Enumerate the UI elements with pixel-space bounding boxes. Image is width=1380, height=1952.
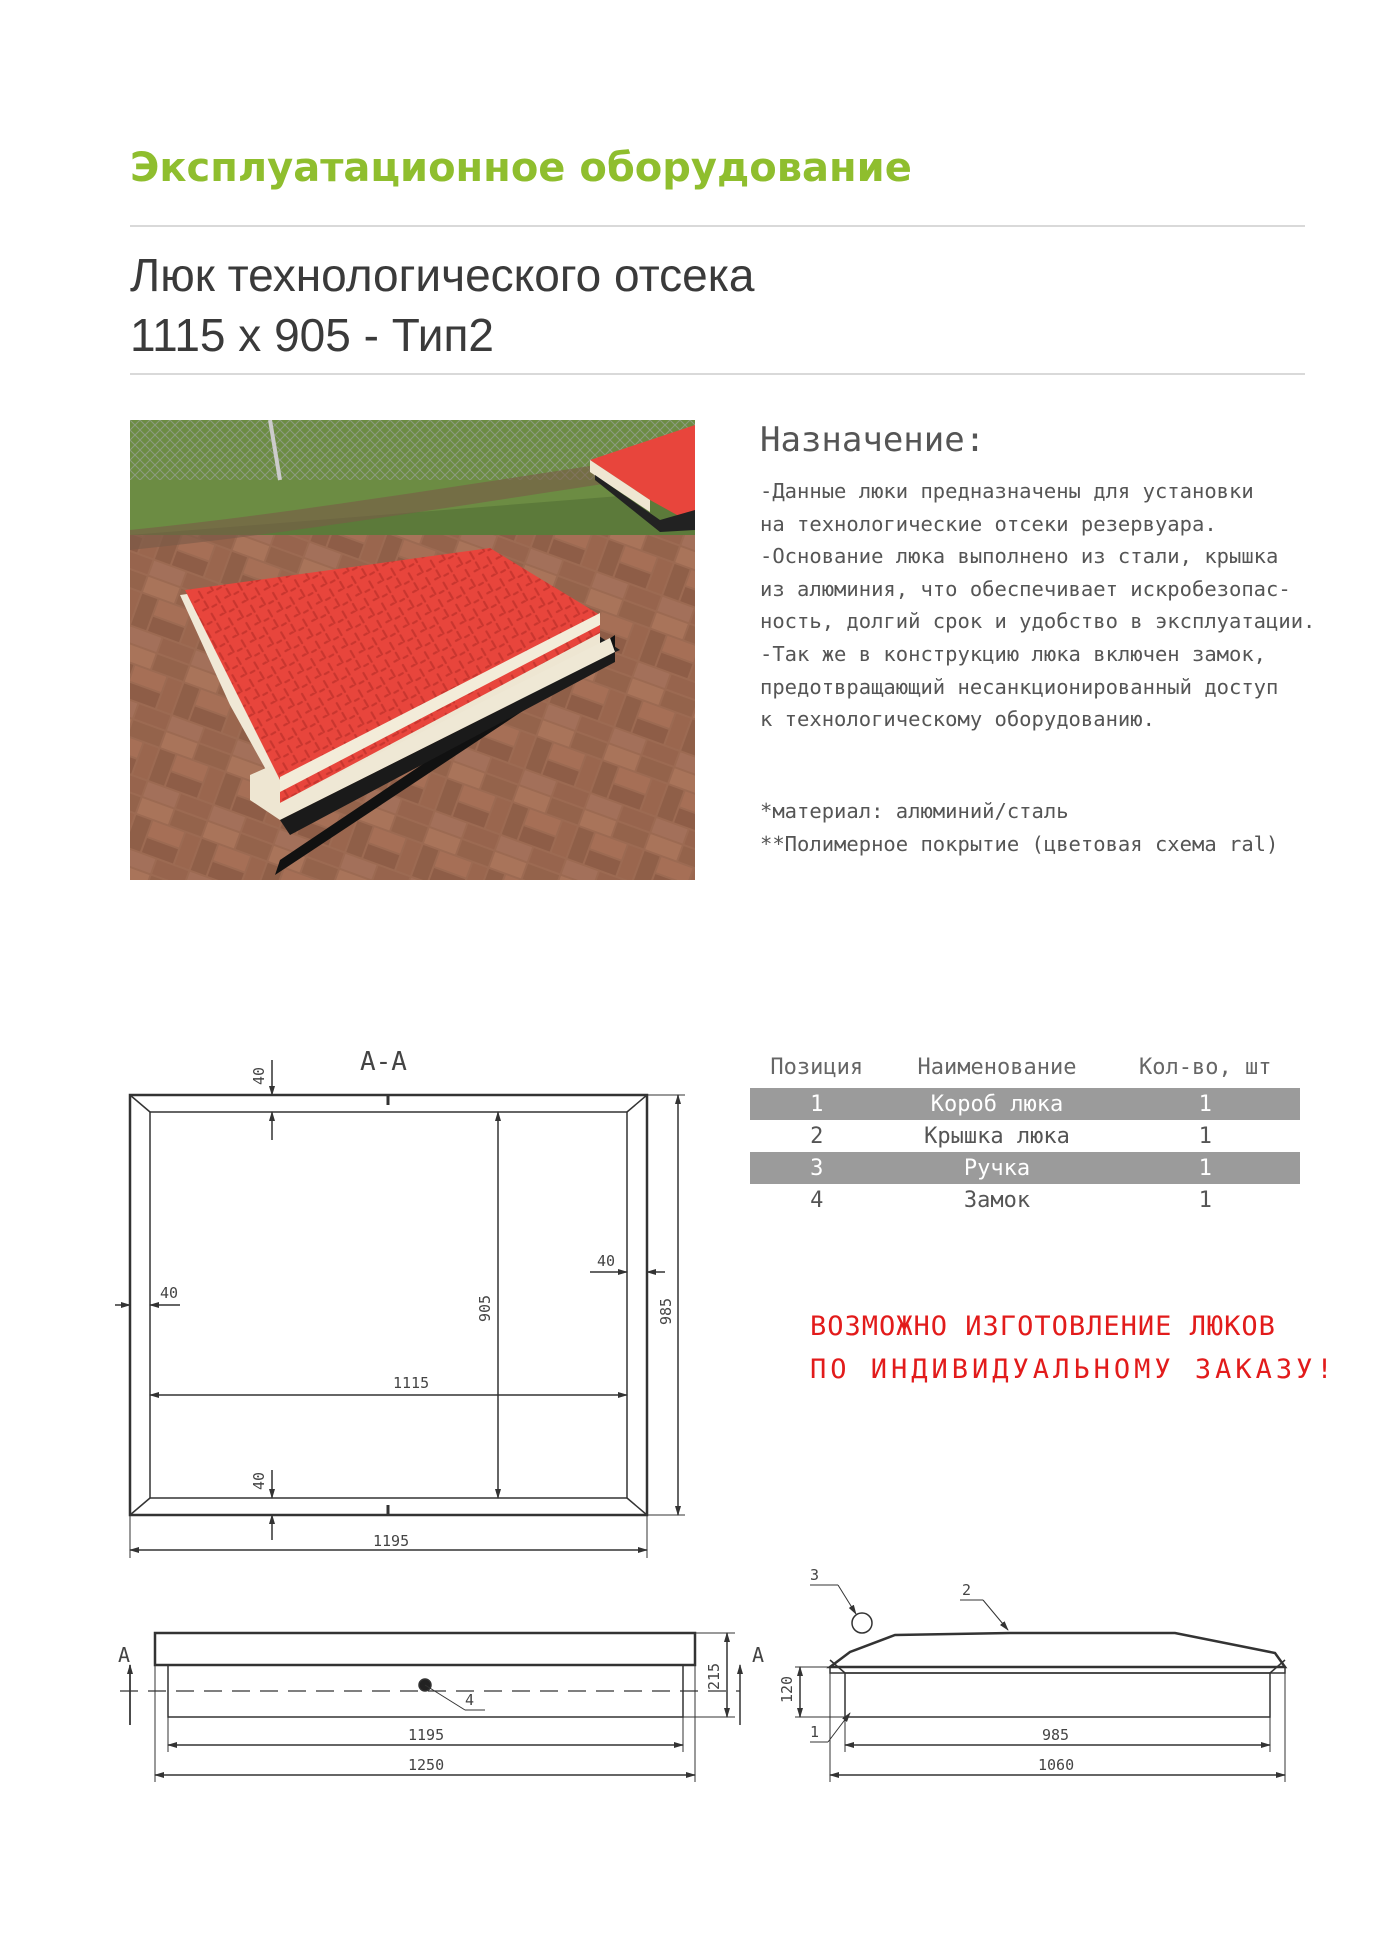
cell-position: 1 — [750, 1088, 884, 1120]
side-view — [795, 1585, 1285, 1782]
cell-quantity: 1 — [1198, 1123, 1212, 1149]
material-note: *материал: алюминий/сталь — [760, 799, 1069, 823]
cell-name: Крышка люка — [924, 1123, 1070, 1149]
purpose-line: из алюминия, что обеспечивает искробезопас- — [760, 576, 1291, 601]
dim-side-height: 120 — [778, 1675, 796, 1703]
cell-position: 3 — [750, 1152, 884, 1184]
section-title: Эксплуатационное оборудование — [130, 145, 912, 191]
purpose-line: -Так же в конструкцию люка включен замок, — [760, 641, 1267, 666]
product-title-line1: Люк технологического отсека — [130, 249, 755, 301]
custom-order-line1: ВОЗМОЖНО ИЗГОТОВЛЕНИЕ ЛЮКОВ — [810, 1311, 1276, 1342]
product-title-line2: 1115 x 905 - Тип2 — [130, 309, 494, 361]
dim-front-height: 215 — [705, 1662, 723, 1690]
dim-side-outer-width: 1060 — [1038, 1756, 1075, 1774]
dim-front-outer-width: 1250 — [408, 1756, 445, 1774]
callout-box: 1 — [810, 1723, 820, 1741]
callout-lock: 4 — [465, 1691, 475, 1709]
dim-right-margin: 40 — [597, 1252, 616, 1270]
section-label: A-A — [360, 1047, 407, 1077]
header-quantity: Кол-во, шт — [1138, 1054, 1272, 1080]
dim-inner-width: 1115 — [393, 1374, 430, 1392]
dim-front-inner-width: 1195 — [408, 1726, 445, 1744]
purpose-line: -Основание люка выполнено из стали, крышка — [760, 544, 1279, 569]
purpose-line: к технологическому оборудованию. — [760, 707, 1155, 732]
dim-top-margin: 40 — [250, 1066, 268, 1085]
header-position: Позиция — [770, 1054, 864, 1080]
cell-quantity: 1 — [1198, 1187, 1212, 1213]
cell-name: Замок — [963, 1187, 1031, 1213]
plan-view — [115, 1060, 685, 1558]
cut-label-left: A — [118, 1643, 131, 1667]
dim-outer-width: 1195 — [373, 1532, 410, 1550]
cell-name: Ручка — [884, 1152, 1111, 1184]
purpose-line: на технологические отсеки резервуара. — [760, 511, 1217, 536]
dim-left-margin: 40 — [160, 1284, 179, 1302]
cell-position: 4 — [810, 1187, 824, 1213]
header-name: Наименование — [917, 1054, 1077, 1080]
cell-quantity: 1 — [1110, 1088, 1300, 1120]
purpose-line: предотвращающий несанкционированный доступ — [760, 674, 1279, 699]
custom-order-line2: ПО ИНДИВИДУАЛЬНОМУ ЗАКАЗУ! — [810, 1354, 1337, 1385]
coating-note: **Полимерное покрытие (цветовая схема ral) — [760, 832, 1279, 856]
callout-lid: 2 — [962, 1581, 972, 1599]
purpose-title: Назначение: — [760, 420, 986, 460]
dim-side-inner-width: 985 — [1042, 1726, 1070, 1744]
cell-name: Короб люка — [884, 1088, 1111, 1120]
purpose-line: ность, долгий срок и удобство в эксплуатации. — [760, 609, 1316, 634]
cell-quantity: 1 — [1110, 1152, 1300, 1184]
dim-outer-height: 985 — [657, 1297, 675, 1325]
dim-inner-height: 905 — [476, 1294, 494, 1322]
cell-position: 2 — [810, 1123, 824, 1149]
purpose-line: -Данные люки предназначены для установки — [760, 479, 1254, 503]
cut-label-right: A — [752, 1643, 765, 1667]
dim-bottom-margin: 40 — [250, 1471, 268, 1490]
callout-handle: 3 — [810, 1566, 820, 1584]
